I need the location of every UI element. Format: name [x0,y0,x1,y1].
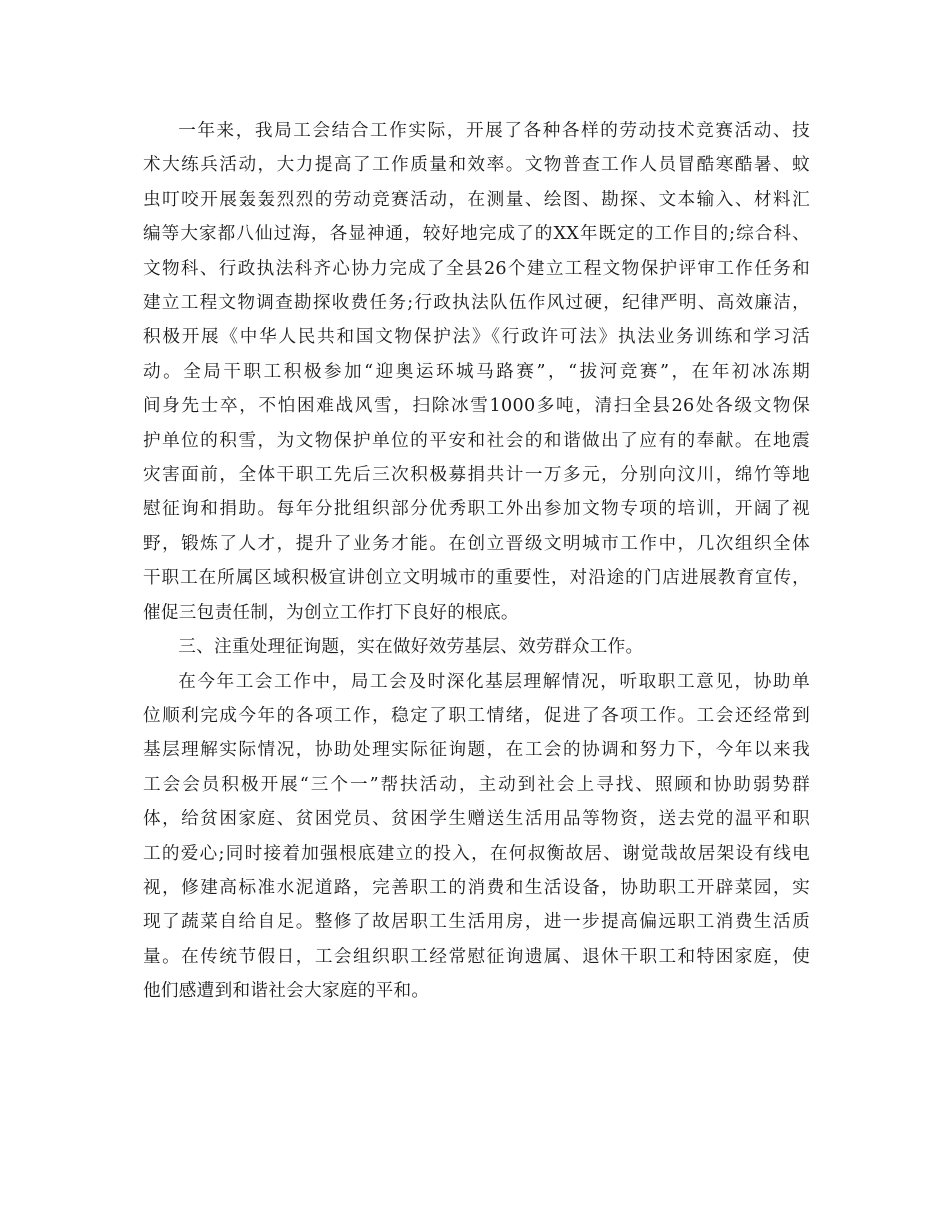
paragraph-union-work [143,665,810,1009]
text-line: 慰征询和捐助。每年分批组织部分优秀职工外出参加文物专项的培训，开阔了视 [143,499,810,520]
text-line: 一年来，我局工会结合工作实际，开展了各种各样的劳动技术竞赛活动、技 [178,121,810,141]
text-line: 工的爱心;同时接着加强根底建立的投入，在何叔衡故居、谢觉哉故居架设有线电 [143,843,810,864]
text-line: 术大练兵活动，大力提高了工作质量和效率。文物普查工作人员冒酷寒酷暑、蚊 [143,155,810,176]
text-line: 催促三包责任制，为创立工作打下良好的根底。 [143,602,519,623]
text-line: 体，给贫困家庭、贫困党员、贫困学生赠送生活用品等物资，送去党的温平和职 [143,809,810,830]
text-line: 野，锻炼了人才，提升了业务才能。在创立晋级文明城市工作中，几次组织全体 [143,533,810,554]
paragraph-labor-competition [143,114,810,630]
text-line: 虫叮咬开展轰轰烈烈的劳动竞赛活动，在测量、绘图、勘探、文本输入、材料汇 [143,189,810,210]
text-line: 视，修建高标准水泥道路，完善职工的消费和生活设备，协助职工开辟菜园，实 [143,877,810,898]
text-line: 文物科、行政执法科齐心协力完成了全县26个建立工程文物保护评审工作任务和 [143,258,810,279]
text-line: 间身先士卒，不怕困难战风雪，扫除冰雪1000多吨，清扫全县26处各级文物保 [143,396,810,417]
text-line: 干职工在所属区域积极宣讲创立文明城市的重要性，对沿途的门店进展教育宣传， [143,568,810,589]
section-heading: 三、注重处理征询题，实在做好效劳基层、效劳群众工作。 [178,637,644,658]
text-line: 位顺利完成今年的各项工作，稳定了职工情绪，促进了各项工作。工会还经常到 [143,705,810,726]
text-line: 量。在传统节假日，工会组织职工经常慰征询遗属、退休干职工和特困家庭，使 [143,946,810,967]
text-line: 编等大家都八仙过海，各显神通，较好地完成了的XX年既定的工作目的;综合科、 [143,224,810,245]
text-line: 基层理解实际情况，协助处理实际征询题，在工会的协调和努力下，今年以来我 [143,740,810,761]
text-line: 在今年工会工作中，局工会及时深化基层理解情况，听取职工意见，协助单 [178,671,810,692]
document-body [143,114,810,1009]
text-line: 建立工程文物调查勘探收费任务;行政执法队伍作风过硬，纪律严明、高效廉洁， [143,293,810,314]
text-line: 他们感遭到和谐社会大家庭的平和。 [143,981,430,1002]
text-line: 现了蔬菜自给自足。整修了故居职工生活用房，进一步提高偏远职工消费生活质 [143,912,810,933]
text-line: 工会会员积极开展“三个一”帮扶活动，主动到社会上寻找、照顾和协助弱势群 [143,774,810,795]
text-line: 动。全局干职工积极参加“迎奥运环城马路赛”，“拔河竞赛”，在年初冰冻期 [143,361,810,382]
text-line: 护单位的积雪，为文物保护单位的平安和社会的和谐做出了应有的奉献。在地震 [143,430,810,451]
text-line: 灾害面前，全体干职工先后三次积极募捐共计一万多元，分别向汶川，绵竹等地 [143,465,810,486]
section-heading-three [143,630,810,664]
text-line: 积极开展《中华人民共和国文物保护法》《行政许可法》执法业务训练和学习活 [143,327,810,348]
